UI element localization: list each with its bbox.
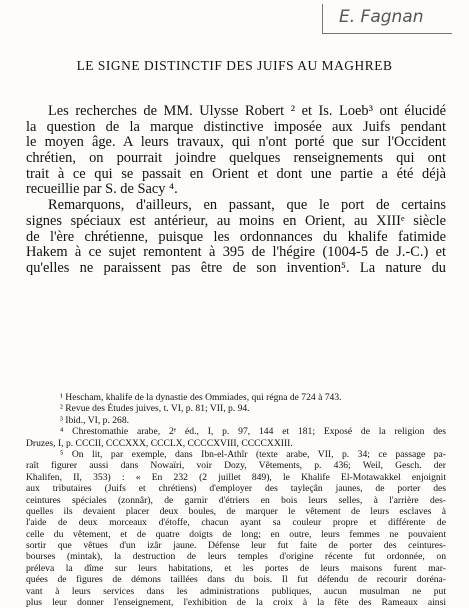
- footnote: ³ Ibid., VI, p. 268.: [60, 414, 130, 426]
- footnote: Khalifen, II, 353) : « En 232 (2 juillet 849), le Khalife El-Motawakkel enjoignit: [26, 471, 446, 483]
- footnote: bourses (mintak), la destruction de leurs temples d'origine récente fut ordonnée, on: [26, 551, 446, 563]
- footnote: l'aide de deux morceaux d'étoffe, chacun ayant sa couleur propre et différente de: [26, 517, 446, 529]
- body-line: Hakem à ce sujet remontent à 395 de l'hégire (1004-5 de J.-C.) et: [26, 245, 446, 261]
- footnote: quées de figures de démons taillées dans du bois. Il fut défendu de recourir doréna-: [26, 574, 446, 586]
- article-title: LE SIGNE DISTINCTIF DES JUIFS AU MAGHREB: [76, 58, 393, 73]
- footnote: sortir que vêtues d'un izâr jaune. Défense leur fut faite de porter des ceintures-: [26, 540, 446, 552]
- author-annotation-text: E. Fagnan: [339, 7, 424, 27]
- body-line: la question de la marque distinctive imposée aux Juifs pendant: [26, 119, 446, 135]
- footnote: Druzes, I, p. CCCII, CCCXXX, CCCLX, CCCCXVIII, CCCCXXIII.: [26, 437, 293, 449]
- body-line: recueillie par S. de Sacy ⁴.: [26, 182, 178, 198]
- footnote: ² Revue des Études juives, t. VI, p. 81; VII, p. 94.: [60, 403, 250, 415]
- footnote: ¹ Hescham, khalife de la dynastie des Ommiades, qui régna de 724 à 743.: [60, 392, 342, 403]
- body-line: de l'ère chrétienne, puisque les ordonnances du khalife fatimide: [26, 229, 446, 245]
- body-line: trait à ce qui se passait en Orient et dont une partie a été déjà: [26, 166, 446, 182]
- body-line: chrétien, on pourrait joindre quelques renseignements qui ont: [26, 151, 446, 167]
- footnotes: [26, 392, 446, 608]
- footnote: préleva la dîme sur leurs habitations, et les portes de leurs maisons furent mar-: [26, 562, 446, 574]
- body-line: signes spéciaux est antérieur, au moins en Orient, au XIIIᵉ siècle: [26, 213, 446, 229]
- body-line: Remarquons, d'ailleurs, en passant, que le port de certains: [48, 198, 446, 214]
- footnote: plus leur donner l'enseignement, l'exhibition de la croix à la fête des Rameaux ainsi: [26, 597, 446, 608]
- body-line: Les recherches de MM. Ulysse Robert ² et Is. Loeb³ ont élucidé: [48, 104, 446, 119]
- footnote: ⁵ On lit, par exemple, dans Ibn-el-Athîr (texte arabe, VII, p. 34; ce passage pa-: [60, 448, 446, 460]
- article-body: [26, 104, 446, 277]
- author-annotation: [322, 4, 452, 34]
- footnote: ⁴ Chrestomathie arabe, 2ᵉ éd., I, p. 97, 144 et 181; Exposé de la religion des: [60, 426, 446, 438]
- footnote: aux tributaires (Juifs et chrétiens) d'employer des tayleçân jaunes, de porter des: [26, 483, 446, 495]
- footnote: raît figurer aussi dans Nowaïri, voir Dozy, Vêtements, p. 436; Weil, Gesch. der: [26, 460, 446, 472]
- body-line: qu'elles ne paraissent pas être de son invention⁵. La nature du: [26, 260, 446, 276]
- body-line: le moyen âge. A leurs travaux, qui n'ont porté que sur l'Occident: [26, 135, 446, 151]
- footnote: quelles ils devaient placer deux boules, de marquer le vêtement de leurs esclaves à: [26, 505, 446, 517]
- footnote: vant à leurs services dans les administrations publiques, aucun musulman ne put: [26, 585, 446, 597]
- footnote: ceintures spéciales (zonnâr), de garnir d'étriers en bois leurs selles, à l'arrière des-: [26, 494, 446, 506]
- footnote: celle du vêtement, et de quatre doigts de long; en outre, leurs femmes ne pouvaient: [26, 528, 446, 540]
